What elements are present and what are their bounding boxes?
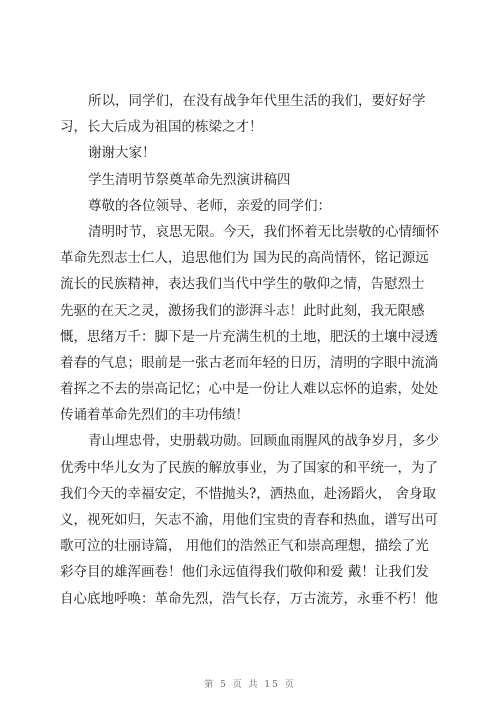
- text-line: 革命先烈志士仁人，追思他们为 国为民的高尚情怀，铭记源远: [60, 250, 429, 267]
- text-line: 优秀中华儿女为了民族的解放事业，为了国家的和平统一，为了: [60, 459, 438, 476]
- text-line: 着春的气息；眼前是一张古老而年轻的日历，清明的字眼中流淌: [60, 354, 438, 371]
- speech-title-block: [88, 167, 418, 219]
- speech-title: 学生清明节祭奠革命先烈演讲稿四: [88, 171, 291, 188]
- text-line: 我们今天的幸福安定，不惜抛头?，洒热血，赴汤蹈火， 舍身取: [60, 485, 437, 502]
- text-line: 青山埋忠骨，史册载功勋。回顾血雨腥风的战争岁月，多少: [88, 433, 439, 450]
- paragraph-martyrs: [60, 428, 439, 611]
- text-line: 彩夺目的雄浑画卷！他们永远值得我们敬仰和爱 戴！让我们发: [60, 564, 429, 581]
- document-body: [60, 88, 439, 612]
- text-line: 着挥之不去的崇高记忆；心中是一份让人难以忘怀的追索，处处: [60, 381, 438, 398]
- salutation: 尊敬的各位领导、老师，亲爱的同学们：: [88, 197, 331, 214]
- text-line: 自心底地呼唤：革命先烈，浩气长存，万古流芳，永垂不朽！他: [60, 590, 438, 607]
- text-line: 习，长大后成为祖国的栋梁之才！: [60, 119, 263, 136]
- text-line: 慨，思绪万千：脚下是一片充满生机的土地，肥沃的土壤中浸透: [60, 328, 438, 345]
- text-line: 义，视死如归，矢志不渝，用他们宝贵的青春和热血，谱写出可: [60, 512, 438, 528]
- text-line: 谢谢大家！: [88, 145, 156, 162]
- page-number-footer: 第 5 页 共 15 页: [204, 680, 296, 690]
- text-line: 清明时节，哀思无限。今天，我们怀着无比崇敬的心情缅怀: [88, 223, 439, 240]
- paragraph-closing: [60, 88, 426, 167]
- text-line: 流长的民族精神，表达我们当代中学生的敬仰之情，告慰烈士: [60, 276, 425, 293]
- text-line: 歌可泣的壮丽诗篇， 用他们的浩然正气和崇高理想，描绘了光: [60, 538, 429, 555]
- text-line: 所以，同学们，在没有战争年代里生活的我们，要好好学: [88, 93, 426, 109]
- text-line: 传诵着革命先烈们的丰功伟绩！: [60, 407, 249, 424]
- text-line: 先驱的在天之灵，激扬我们的澎湃斗志！此时此刻，我无限感: [60, 302, 425, 319]
- paragraph-qingming: [60, 219, 439, 429]
